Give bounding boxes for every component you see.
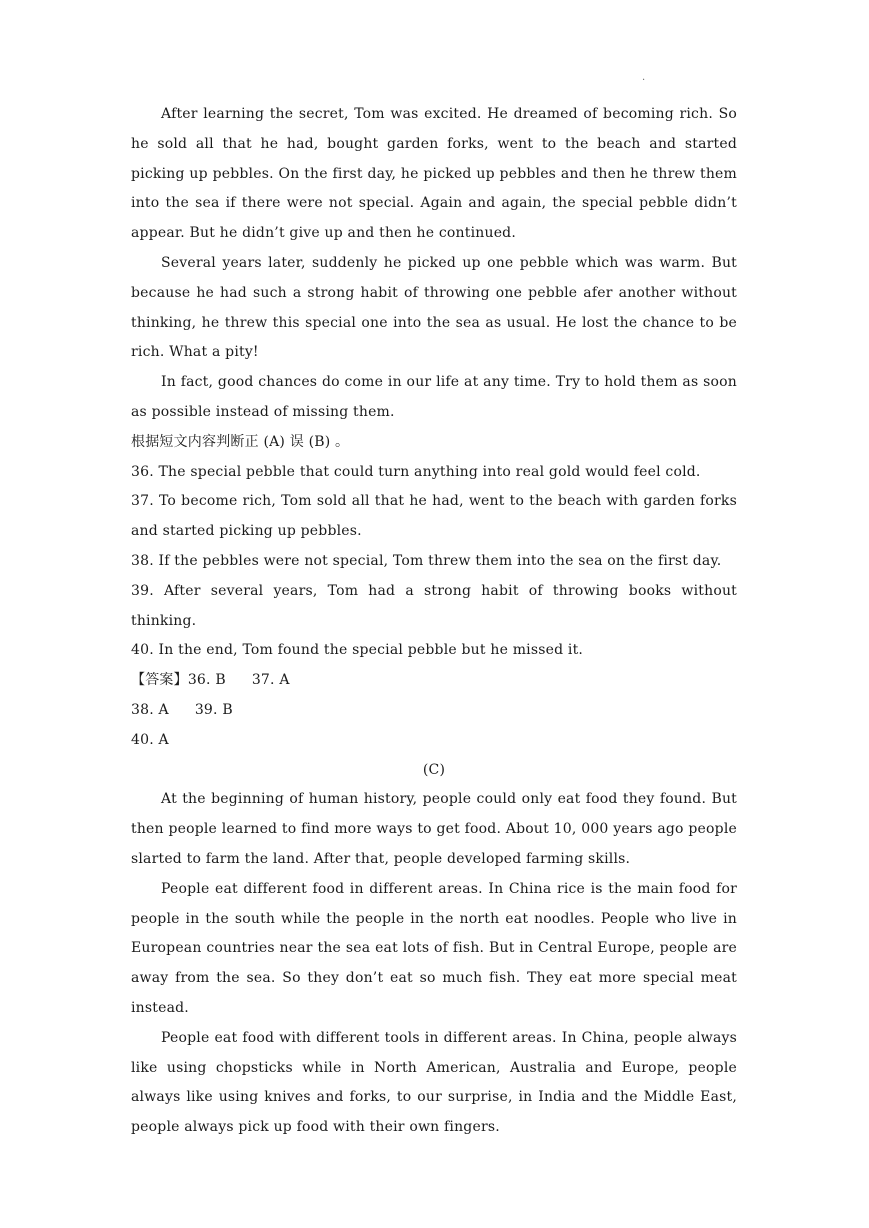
answer-line-3: [131, 726, 737, 756]
question-38: 38. If the pebbles were not special, Tom threw them into the sea on the first day.: [131, 552, 722, 569]
header-dot: .: [642, 72, 646, 83]
question-36: 36. The special pebble that could turn anything into real gold would feel cold.: [131, 463, 701, 480]
question-37: 37. To become rich, Tom sold all that he had, went to the beach with garden forks and started picking up pebbles.: [131, 493, 737, 540]
answer-line-2: [131, 696, 737, 726]
answer-line-1: [131, 666, 737, 696]
passage-b-paragraph-3: In fact, good chances do come in our life at any time. Try to hold them as soon as possible instead of missing them.: [131, 374, 737, 420]
question-39: 39. After several years, Tom had a strong habit of throwing books without thinking.: [131, 582, 737, 629]
answer-39: 39. B: [194, 701, 233, 718]
answer-38: 38. A: [131, 701, 169, 718]
passage-c-heading: (C): [422, 761, 446, 778]
question-40: 40. In the end, Tom found the special pebble but he missed it.: [131, 642, 584, 659]
instruction-text: 根据短文内容判断正 (A) 误 (B) 。: [131, 433, 350, 450]
passage-b-paragraph-2: Several years later, suddenly he picked up one pebble which was warm. But because he had such a strong habit of throwing one pebble afer another without thinking, he threw this special one into the sea as usual. He lost the chance to be rich. What a pity!: [131, 254, 737, 361]
answer-36: 36. B: [187, 672, 226, 689]
answer-label: 【答案】: [131, 672, 188, 689]
passage-c-paragraph-2: People eat different food in different areas. In China rice is the main food for people in the south while the people in the north eat noodles. People who live in European countries near the sea eat lots of fish. But in Central Europe, people are away from the sea. So they don’t eat so much fish. They eat more special meat instead.: [131, 880, 737, 1016]
answer-37: 37. A: [251, 672, 290, 689]
document-page: [131, 100, 737, 1143]
passage-c-paragraph-1: At the beginning of human history, people could only eat food they found. But then people learned to find more ways to get food. About 10, 000 years ago people slarted to farm the land. After that, people developed farming skills.: [131, 791, 737, 867]
answer-40: 40. A: [131, 731, 169, 748]
passage-c-paragraph-3: People eat food with different tools in different areas. In China, people always like using chopsticks while in North American, Australia and Europe, people always like using knives and forks, to our surprise, in India and the Middle East, people always pick up food with their own fingers.: [131, 1029, 737, 1136]
passage-b-paragraph-1: After learning the secret, Tom was excited. He dreamed of becoming rich. So he sold all that he had, bought garden forks, went to the beach and started picking up pebbles. On the first day, he picked up pebbles and then he threw them into the sea if there were not special. Again and again, the special pebble didn’t appear. But he didn’t give up and then he continued.: [131, 106, 737, 242]
